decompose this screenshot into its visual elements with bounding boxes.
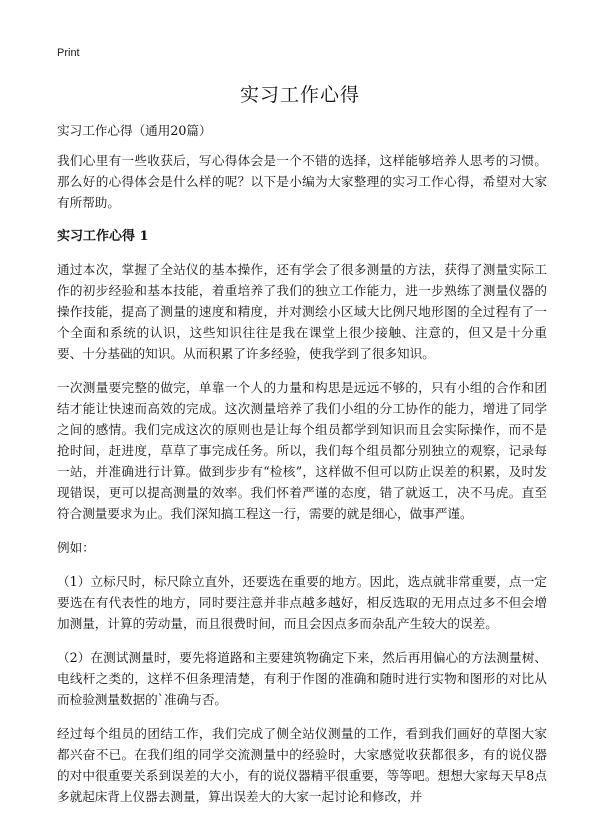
print-link[interactable]: Print [57, 47, 80, 59]
body-paragraph-3: 经过每个组员的团结工作，我们完成了侧全站仪测量的工作，看到我们画好的草图大家都兴奋不已。在我们组的同学交流测量中的经验时，大家感觉收获都很多，有的说仪器的对中很重要关系到误差的大小，有的说仪器精平很重要，等等吧。想想大家每天早8点多就起床背上仪器去测量，算出误差大的大家一起讨论和修改，并 [57, 726, 547, 804]
article-body [57, 120, 547, 820]
example-item-1: （1）立标尺时，标尺除立直外，还要选在重要的地方。因此，选点就非常重要，点一定要选在有代表性的地方，同时要注意并非点越多越好，相反选取的无用点过多不但会增加测量，计算的劳动量，而且很费时间，而且会因点多而杂乱产生较大的误差。 [57, 574, 547, 631]
body-paragraph-1: 通过本次，掌握了全站仪的基本操作，还有学会了很多测量的方法，获得了测量实际工作的初步经验和基本技能，着重培养了我们的独立工作能力，进一步熟练了测量仪器的操作技能，提高了测量的速度和精度，并对测绘小区域大比例尺地形图的全过程有了一个全面和系统的认识，这些知识往往是我在课堂上很少接触、注意的，但又是十分重要、十分基础的知识。从而积累了许多经验，使我学到了很多知识。 [57, 262, 547, 361]
body-paragraph-2: 一次测量要完整的做完，单靠一个人的力量和构思是远远不够的，只有小组的合作和团结才能让快速而高效的完成。这次测量培养了我们小组的分工协作的能力，增进了同学之间的感情。我们完成这次的原则也是让每个组员都学到知识而且会实际操作，而不是抢时间，赶进度，草草了事完成任务。所以，我们每个组员都分别独立的观察，记录每一站，并准确进行计算。做到步步有“检核”，这样做不但可以防止误差的积累，及时发现错误，更可以提高测量的效率。我们怀着严谨的态度，错了就返工，决不马虎。直至符合测量要求为止。我们深知搞工程这一行，需要的就是细心，做事严谨。 [57, 380, 547, 521]
article-subtitle: 实习工作心得（通用20篇） [57, 123, 212, 138]
section-heading: 实习工作心得 1 [57, 229, 149, 244]
intro-paragraph: 我们心里有一些收获后，写心得体会是一个不错的选择，这样能够培养人思考的习惯。那么好的心得体会是什么样的呢？以下是小编为大家整理的实习工作心得，希望对大家有所帮助。 [57, 153, 547, 210]
example-label: 例如： [57, 540, 95, 555]
example-item-2: （2）在测试测量时，要先将道路和主要建筑物确定下来，然后再用偏心的方法测量树、电线杆之类的，这样不但条理清楚，有利于作图的准确和随时进行实物和图形的对比从而检验测量数据的`准确与否。 [57, 650, 547, 707]
page-title: 实习工作心得 [239, 84, 360, 106]
